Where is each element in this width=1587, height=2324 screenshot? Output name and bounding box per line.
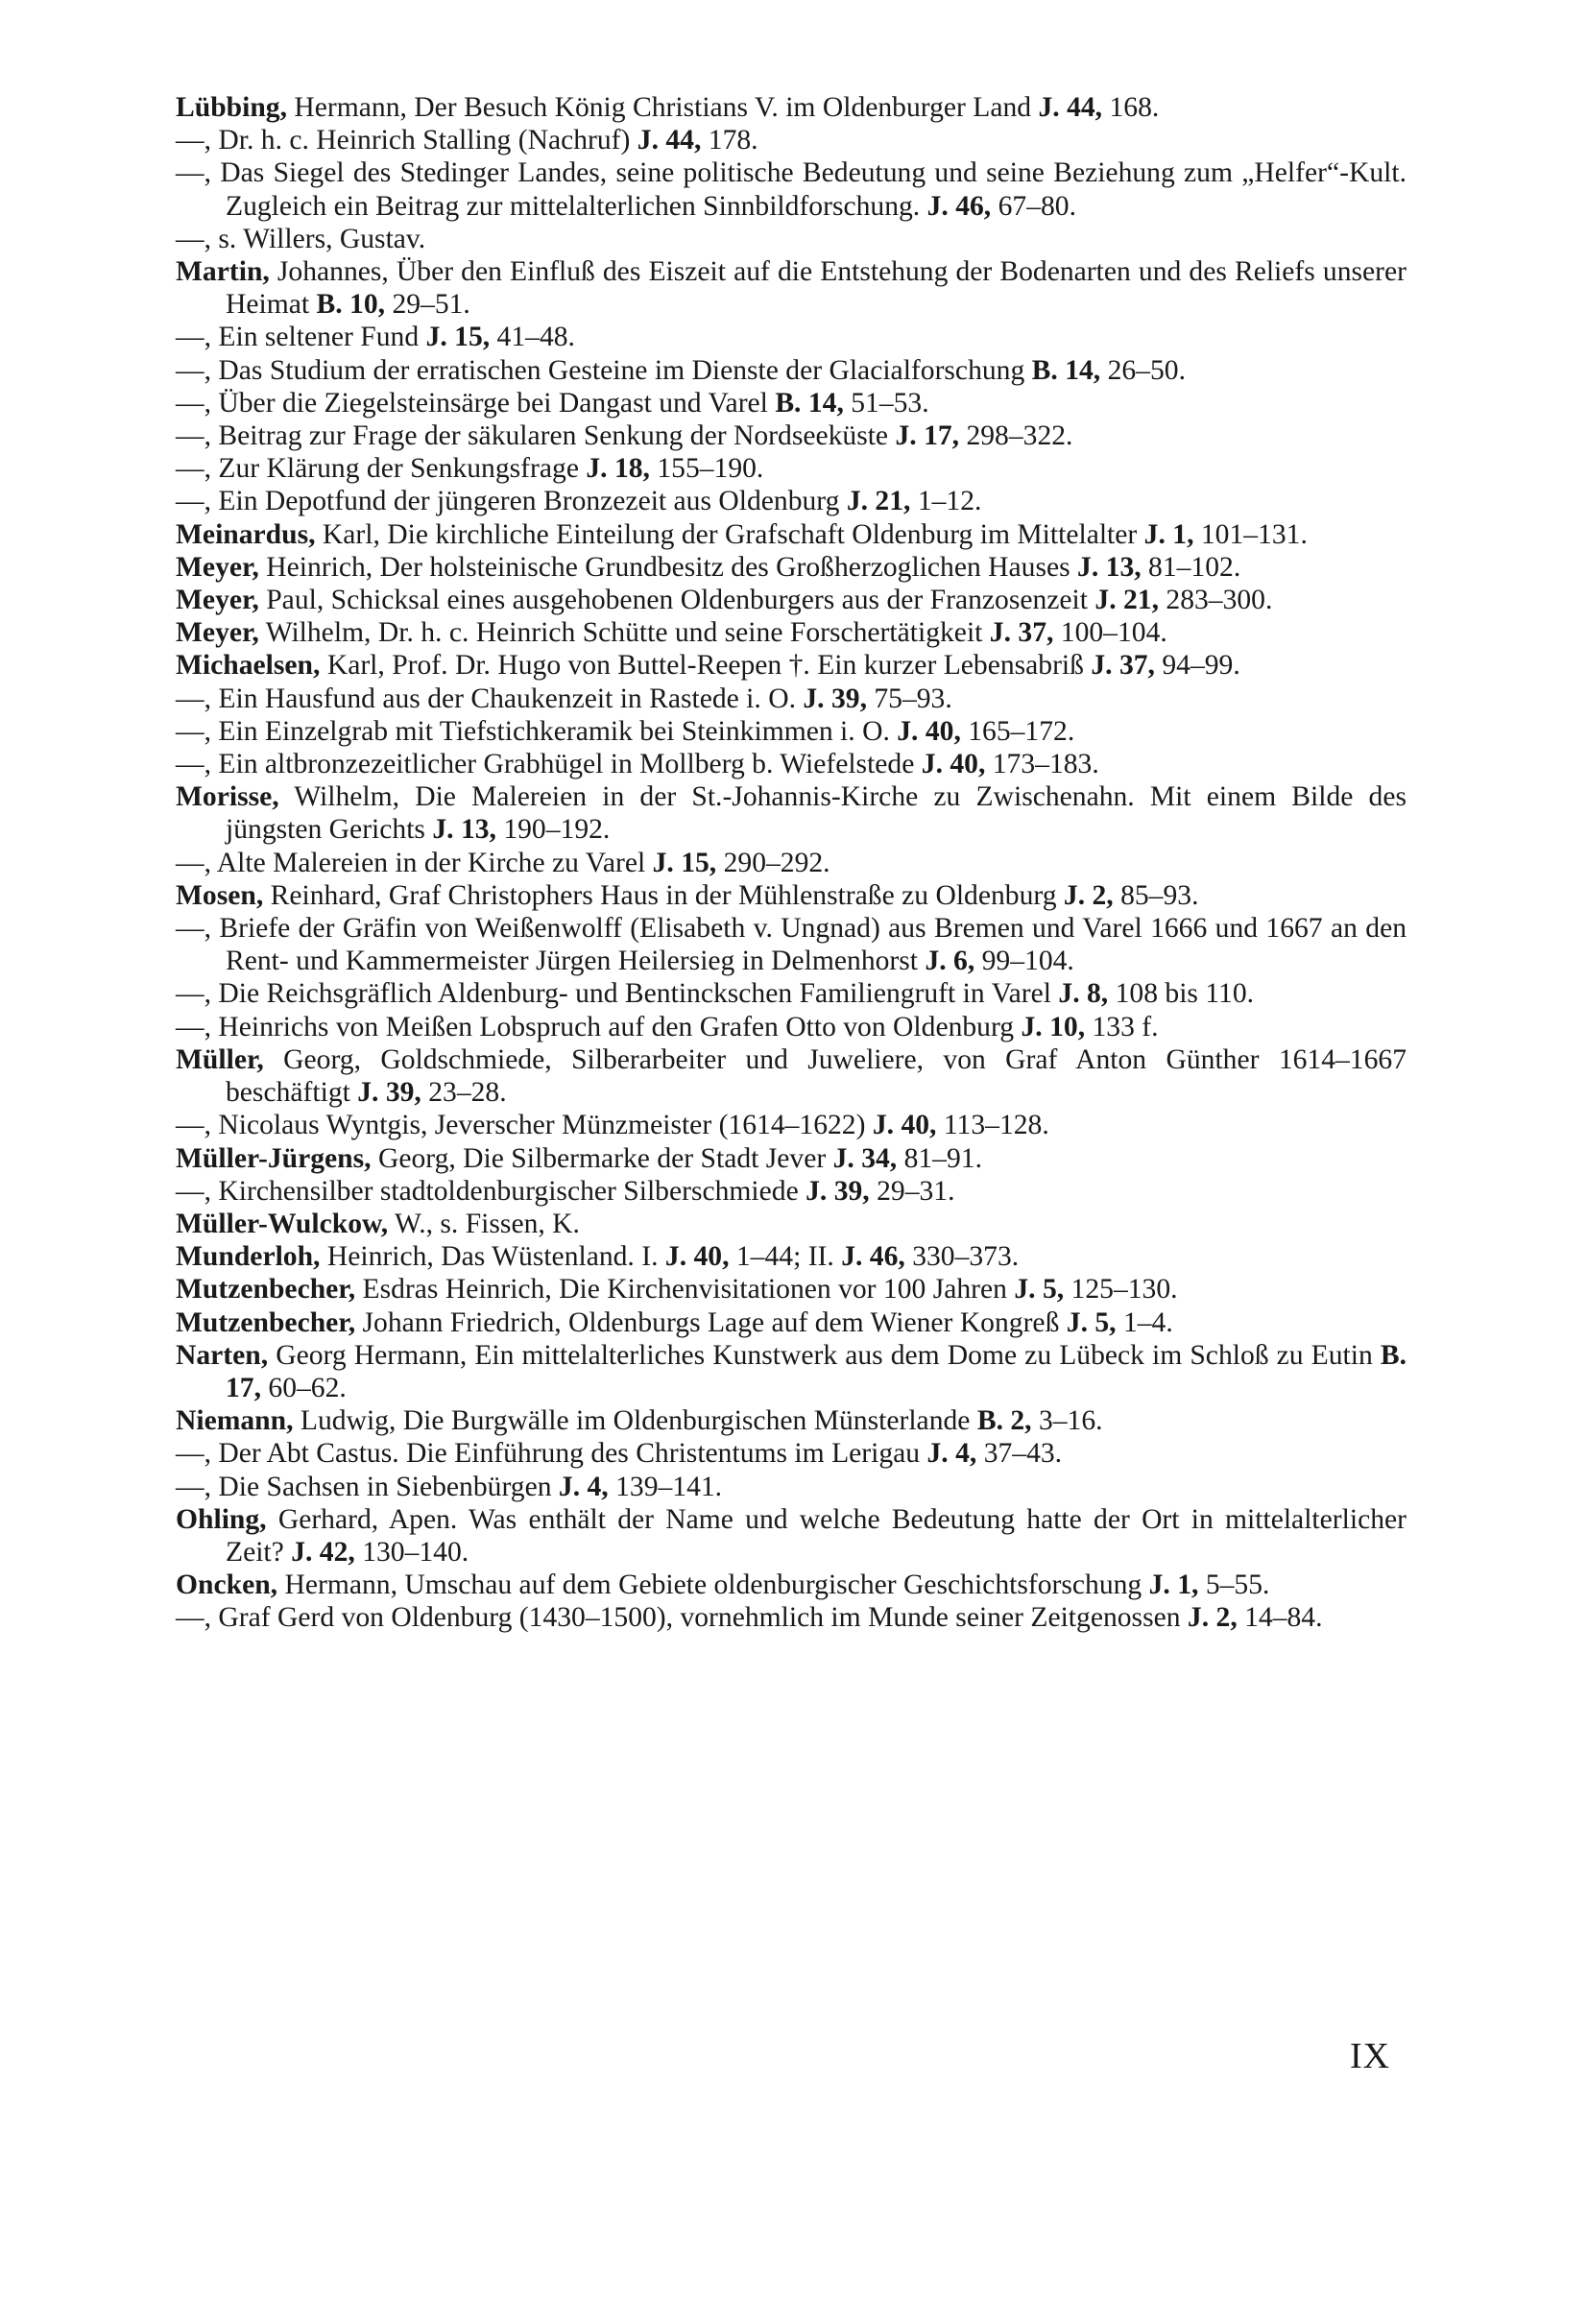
entry-citation: J. 46, [841,1241,905,1273]
entry-citation: J. 1, [1148,1569,1199,1601]
entry-pages: 41–48. [490,322,575,353]
bibliography-entry [176,912,1407,977]
entry-title: —, Nicolaus Wyntgis, Jeverscher Münzmeister (1614–1622) [176,1110,873,1141]
entry-author: Meinardus, [176,518,316,550]
entry-title: —, Die Sachsen in Siebenbürgen [176,1471,559,1502]
entry-author: Munderloh, [176,1241,321,1273]
entry-pages: 130–140. [354,1536,469,1568]
entry-citation: J. 34, [832,1142,898,1174]
bibliography-entry [176,748,1407,780]
entry-citation: J. 10, [1021,1011,1086,1042]
entry-title: —, Die Reichsgräflich Aldenburg- und Bentinckschen Familiengruft in Varel [176,978,1059,1010]
bibliography-entry [176,1043,1407,1109]
bibliography-entry [176,1011,1407,1043]
entry-citation: B. 14, [775,387,844,419]
entry-citation: J. 40, [897,715,961,747]
entry-author: Meyer, [176,617,259,649]
entry-citation: J. 21, [1094,585,1159,616]
entry-citation: J. 39, [357,1077,421,1109]
entry-title: Georg Hermann, Ein mittelalterliches Kunstwerk aus dem Dome zu Lübeck im Schloß zu Eutin [268,1339,1381,1371]
entry-citation: J. 18, [586,453,650,485]
bibliography-entry [176,518,1407,551]
entry-pages: 133 f. [1085,1011,1159,1042]
entry-title: Ludwig, Die Burgwälle im Oldenburgischen Münsterlande [293,1405,977,1437]
bibliography-entry [176,780,1407,846]
entry-author: Mutzenbecher, [176,1274,356,1306]
bibliography-entry [176,91,1407,124]
entry-pages: 26–50. [1100,354,1186,386]
entry-title: Hermann, Der Besuch König Christians V. im Oldenburger Land [287,92,1039,123]
entry-title: Johannes, Über den Einfluß des Eiszeit auf die Entstehung der Bodenarten und des Reliefs unserer Heimat [226,256,1407,321]
entry-pages: 81–102. [1141,551,1241,583]
entry-title: Heinrich, Der holsteinische Grundbesitz des Großherzoglichen Hauses [258,551,1078,583]
bibliography-entry [176,124,1407,156]
bibliography-entry [176,419,1407,452]
entry-citation: J. 15, [652,847,717,878]
entry-citation: J. 40, [921,749,986,780]
bibliography-entry [176,683,1407,715]
bibliography-entry [176,255,1407,321]
entry-title: —, Briefe der Gräfin von Weißenwolff (Elisabeth v. Ungnad) aus Bremen und Varel 1666 und 1667 an den Rent- und Kammermeister Jürgen Heilersieg in Delmenhorst [176,913,1407,977]
entry-author: Oncken, [176,1569,278,1601]
entry-title: Reinhard, Graf Christophers Haus in der Mühlenstraße zu Oldenburg [263,879,1064,911]
bibliography-entry [176,1437,1407,1470]
entry-citation: J. 1, [1143,518,1194,550]
bibliography-entry [176,1208,1407,1240]
entry-pages: 173–183. [985,749,1099,780]
entry-citation: J. 8, [1058,978,1109,1010]
entry-citation: B. 14, [1031,354,1101,386]
entry-citation: B. 2, [976,1405,1032,1437]
entry-title: W., s. Fissen, K. [388,1208,580,1239]
entry-title: Georg, Goldschmiede, Silberarbeiter und Juweliere, von Graf Anton Günther 1614–1667 beschäftigt [226,1043,1407,1109]
entry-pages: 37–43. [976,1438,1063,1470]
entry-title: —, Heinrichs von Meißen Lobspruch auf den Grafen Otto von Oldenburg [176,1011,1022,1042]
entry-title: —, Ein Einzelgrab mit Tiefstichkeramik bei Steinkimmen i. O. [176,715,898,747]
entry-pages: 99–104. [974,946,1074,977]
entry-title: —, Der Abt Castus. Die Einführung des Christentums im Lerigau [176,1438,927,1470]
entry-pages: 29–51. [385,289,470,321]
entry-pages: 178. [701,125,758,156]
entry-author: Lübbing, [176,92,287,123]
entry-pages: 283–300. [1159,585,1273,616]
entry-title: Wilhelm, Die Malereien in der St.-Johannis-Kirche zu Zwischenahn. Mit einem Bilde des jüngsten Gerichts [226,781,1407,846]
entry-pages: 155–190. [649,453,764,485]
entry-citation: J. 2, [1063,879,1114,911]
entry-title: Paul, Schicksal eines ausgehobenen Oldenburgers aus der Franzosenzeit [258,585,1095,616]
entry-author: Martin, [176,256,270,288]
entry-title: —, Graf Gerd von Oldenburg (1430–1500), vornehmlich im Munde seiner Zeitgenossen [176,1602,1188,1634]
entry-title: —, Beitrag zur Frage der säkularen Senkung der Nordseeküste [176,420,896,452]
entry-title: —, Ein altbronzezeitlicher Grabhügel in Mollberg b. Wiefelstede [176,749,922,780]
entry-pages: 1–4. [1116,1306,1173,1338]
entry-title: —, Das Studium der erratischen Gesteine im Dienste der Glacialforschung [176,354,1032,386]
entry-citation: J. 46, [926,190,992,222]
entry-pages: 290–292. [716,847,830,878]
entry-title: —, Das Siegel des Stedinger Landes, seine politische Bedeutung und seine Beziehung zum „Helfer“-Kult. Zugleich ein Beitrag zur mittelalterlichen Sinnbildforschung. [176,157,1407,222]
entry-title: —, Kirchensilber stadtoldenburgischer Silberschmiede [176,1175,806,1207]
entry-citation: J. 4, [558,1471,609,1502]
entry-citation: J. 13, [1077,551,1142,583]
entry-author: Meyer, [176,585,259,616]
entry-pages: 125–130. [1064,1274,1178,1306]
entry-citation: J. 39, [803,683,867,714]
bibliography-entry [176,715,1407,748]
entry-author: Meyer, [176,551,259,583]
bibliography-entry [176,1273,1407,1306]
bibliography-entry [176,1404,1407,1437]
entry-pages: 101–131. [1193,518,1308,550]
entry-citation: J. 4, [926,1438,977,1470]
entry-citation: J. 37, [989,617,1054,649]
entry-citation: J. 44, [1038,92,1103,123]
entry-title: —, Dr. h. c. Heinrich Stalling (Nachruf) [176,125,637,156]
bibliography-entry [176,1240,1407,1273]
entry-title: Gerhard, Apen. Was enthält der Name und welche Bedeutung hatte der Ort in mittelalterlicher Zeit? [226,1503,1407,1568]
entry-pages: 23–28. [421,1077,507,1109]
bibliography-entry [176,1569,1407,1601]
bibliography-entry [176,1601,1407,1634]
bibliography-entry [176,879,1407,912]
entry-citation: J. 40, [664,1241,730,1273]
entry-pages: 108 bis 110. [1108,978,1255,1010]
entry-pages: 1–44; II. [729,1241,842,1273]
entry-pages: 85–93. [1113,879,1199,911]
entry-pages: 67–80. [991,190,1076,222]
bibliography-list [176,91,1407,1635]
entry-title: —, Über die Ziegelsteinsärge bei Dangast und Varel [176,387,776,419]
entry-title: Hermann, Umschau auf dem Gebiete oldenburgischer Geschichtsforschung [277,1569,1149,1601]
bibliography-entry [176,977,1407,1010]
bibliography-entry [176,354,1407,387]
entry-citation: J. 15, [425,322,491,353]
bibliography-entry [176,321,1407,353]
bibliography-entry [176,649,1407,682]
entry-pages: 165–172. [960,715,1075,747]
entry-pages: 51–53. [843,387,929,419]
entry-citation: J. 42, [291,1536,355,1568]
bibliography-entry [176,847,1407,879]
entry-author: Niemann, [176,1405,294,1437]
bibliography-entry [176,551,1407,584]
entry-title: Georg, Die Silbermarke der Stadt Jever [371,1142,833,1174]
bibliography-entry [176,616,1407,649]
entry-pages: 75–93. [866,683,952,714]
entry-pages: 14–84. [1237,1602,1323,1634]
bibliography-entry [176,1306,1407,1339]
entry-pages: 139–141. [608,1471,723,1502]
entry-title: Wilhelm, Dr. h. c. Heinrich Schütte und seine Forschertätigkeit [258,617,990,649]
page-number: IX [1350,2036,1391,2076]
bibliography-entry [176,1471,1407,1503]
bibliography-entry [176,1175,1407,1208]
bibliography-entry [176,1142,1407,1175]
entry-citation: J. 17, [895,420,960,452]
entry-pages: 113–128. [936,1110,1049,1141]
entry-pages: 3–16. [1031,1405,1103,1437]
bibliography-entry [176,156,1407,222]
entry-author: Müller-Wulckow, [176,1208,389,1239]
entry-pages: 1–12. [910,486,982,517]
entry-pages: 94–99. [1154,650,1240,682]
entry-pages: 168. [1102,92,1160,123]
entry-title: —, s. Willers, Gustav. [176,223,426,254]
entry-citation: J. 21, [846,486,911,517]
entry-citation: J. 39, [806,1175,870,1207]
bibliography-entry [176,223,1407,255]
entry-author: Müller, [176,1043,264,1075]
entry-title: Esdras Heinrich, Die Kirchenvisitationen vor 100 Jahren [355,1274,1015,1306]
entry-title: Karl, Die kirchliche Einteilung der Grafschaft Oldenburg im Mittelalter [315,518,1144,550]
entry-pages: 190–192. [495,814,611,846]
entry-title: —, Alte Malereien in der Kirche zu Varel [176,847,653,878]
entry-pages: 298–322. [959,420,1073,452]
entry-author: Müller-Jürgens, [176,1142,372,1174]
entry-citation: J. 5, [1014,1274,1065,1306]
entry-citation: J. 40, [872,1110,937,1141]
entry-title: —, Ein Depotfund der jüngeren Bronzezeit aus Oldenburg [176,486,847,517]
entry-citation: B. 17, [226,1339,1407,1403]
entry-citation: J. 37, [1091,650,1155,682]
entry-citation: J. 2, [1187,1602,1238,1634]
entry-title: —, Zur Klärung der Senkungsfrage [176,453,587,485]
entry-author: Morisse, [176,781,279,813]
entry-title: —, Ein Hausfund aus der Chaukenzeit in Rastede i. O. [176,683,804,714]
entry-citation: J. 44, [637,125,702,156]
entry-author: Ohling, [176,1503,267,1535]
entry-pages: 5–55. [1198,1569,1270,1601]
entry-author: Michaelsen, [176,650,321,682]
bibliography-entry [176,452,1407,485]
bibliography-entry [176,1109,1407,1141]
bibliography-entry [176,1339,1407,1404]
entry-title: —, Ein seltener Fund [176,322,426,353]
entry-title: Karl, Prof. Dr. Hugo von Buttel-Reepen †. Ein kurzer Lebensabriß [320,650,1092,682]
entry-title: Heinrich, Das Wüstenland. I. [320,1241,665,1273]
entry-pages: 100–104. [1053,617,1167,649]
entry-author: Mosen, [176,879,264,911]
entry-citation: J. 6, [925,946,975,977]
bibliography-entry [176,485,1407,517]
entry-pages: 330–373. [904,1241,1020,1273]
entry-author: Narten, [176,1339,269,1371]
entry-citation: B. 10, [316,289,386,321]
entry-title: Johann Friedrich, Oldenburgs Lage auf dem Wiener Kongreß [355,1306,1067,1338]
bibliography-entry [176,1503,1407,1569]
entry-citation: J. 5, [1066,1306,1117,1338]
bibliography-entry [176,387,1407,419]
bibliography-entry [176,584,1407,616]
entry-pages: 29–31. [869,1175,955,1207]
entry-pages: 60–62. [261,1372,347,1403]
entry-author: Mutzenbecher, [176,1306,356,1338]
entry-citation: J. 13, [432,814,496,846]
entry-pages: 81–91. [897,1142,982,1174]
